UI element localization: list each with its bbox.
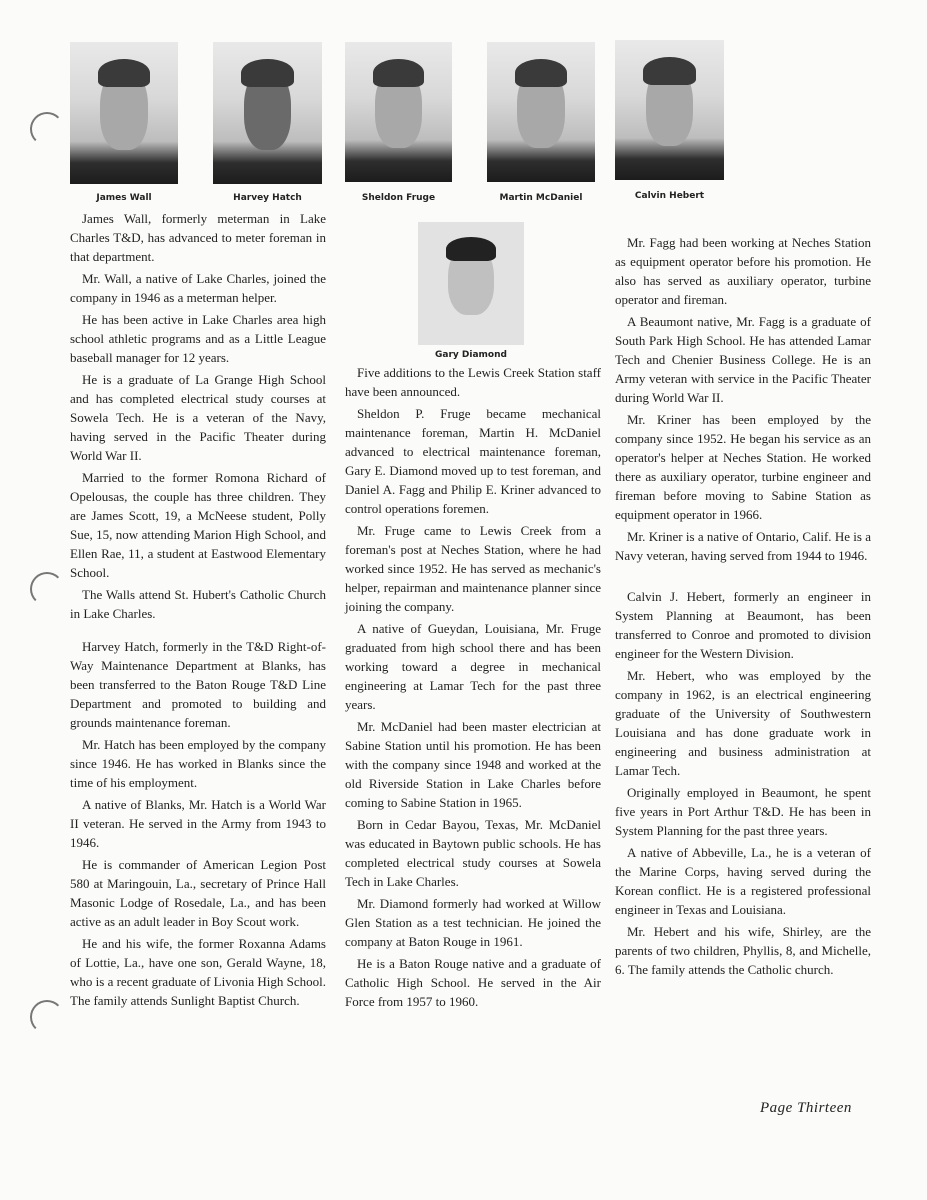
column-1	[70, 209, 326, 1013]
photo-sheldon-fruge	[345, 42, 452, 182]
paragraph: Mr. Hatch has been employed by the company since 1946. He has worked in Blanks since the time of his employment.	[70, 737, 326, 790]
paragraph: Mr. Diamond formerly had worked at Willow Glen Station as a test technician. He joined the company at Baton Rouge in 1961.	[345, 896, 601, 949]
binder-hole	[30, 1000, 64, 1034]
paragraph: Five additions to the Lewis Creek Station staff have been announced.	[345, 365, 601, 399]
photo-caption: Gary Diamond	[435, 350, 507, 360]
paragraph: Harvey Hatch, formerly in the T&D Right-of-Way Maintenance Department at Blanks, has been transferred to the Baton Rouge T&D Line Department and promoted to building and grounds maintenance foreman.	[70, 639, 326, 730]
paragraph: He has been active in Lake Charles area high school athletic programs and as a Little League baseball manager for 12 years.	[70, 312, 326, 365]
paragraph: A native of Gueydan, Louisiana, Mr. Fruge graduated from high school there and has been working toward a degree in mechanical engineering at Lamar Tech for the past three years.	[345, 621, 601, 712]
paragraph: Mr. Hebert, who was employed by the company in 1962, is an electrical engineering graduate of the University of Southwestern Louisiana and has done graduate work in engineering and business administration at Lamar Tech.	[615, 668, 871, 778]
paragraph: Married to the former Romona Richard of Opelousas, the couple has three children. They are James Scott, 19, a McNeese student, Polly Sue, 15, now attending Marion High School, and Ellen Rae, 11, a student at Eastwood Elementary School.	[70, 470, 326, 580]
paragraph: Originally employed in Beaumont, he spent five years in Port Arthur T&D. He has been in System Planning for the past three years.	[615, 785, 871, 838]
paragraph: Mr. Fagg had been working at Neches Station as equipment operator before his promotion. He also has served as auxiliary operator, turbine operator and fireman.	[615, 235, 871, 307]
photo-caption: James Wall	[96, 193, 152, 203]
paragraph: He is commander of American Legion Post 580 at Maringouin, La., secretary of Prince Hall Masonic Lodge of Rosedale, La., and has been active as an adult leader in Boy Scout work.	[70, 857, 326, 929]
page-number: Page Thirteen	[760, 1100, 852, 1116]
photo-caption: Sheldon Fruge	[361, 193, 436, 203]
paragraph: Mr. Wall, a native of Lake Charles, joined the company in 1946 as a meterman helper.	[70, 271, 326, 305]
paragraph: A native of Abbeville, La., he is a veteran of the Marine Corps, having served during the Korean conflict. He is a registered professional engineer in Texas and Louisiana.	[615, 845, 871, 917]
column-2	[345, 363, 601, 1014]
paragraph: He is a Baton Rouge native and a graduate of Catholic High School. He served in the Air Force from 1957 to 1960.	[345, 956, 601, 1009]
paragraph: Mr. Hebert and his wife, Shirley, are the parents of two children, Phyllis, 8, and Michelle, 6. The family attends the Catholic church.	[615, 924, 871, 977]
paragraph: Calvin J. Hebert, formerly an engineer in System Planning at Beaumont, has been transferred to Conroe and promoted to division engineer for the Western Division.	[615, 589, 871, 661]
paragraph: Mr. Kriner has been employed by the company since 1952. He began his service as an operator's helper at Neches Station. He worked there as auxiliary operator, turbine engineer and fireman before moving to Sabine Station as equipment operator in 1966.	[615, 412, 871, 522]
photo-caption: Harvey Hatch	[233, 193, 302, 203]
photo-gary-diamond	[418, 222, 524, 345]
paragraph: Sheldon P. Fruge became mechanical maintenance foreman, Martin H. McDaniel advanced to electrical maintenance foreman, Gary E. Diamond moved up to test foreman, and Daniel A. Fagg and Philip E. Kriner advanced to control operations foremen.	[345, 406, 601, 516]
binder-hole	[30, 112, 64, 146]
paragraph: Mr. McDaniel had been master electrician at Sabine Station until his promotion. He has been with the company since 1948 and worked at the old Riverside Station in Lake Charles before coming to Sabine Station in 1965.	[345, 719, 601, 810]
photo-martin-mcdaniel	[487, 42, 595, 182]
photo-james-wall	[70, 42, 178, 184]
paragraph: A Beaumont native, Mr. Fagg is a graduate of South Park High School. He has attended Lamar Tech and Chenier Business College. He is an Army veteran with service in the Pacific Theater during World War II.	[615, 314, 871, 405]
photo-caption: Calvin Hebert	[634, 191, 705, 201]
column-3	[615, 233, 871, 982]
paragraph: He and his wife, the former Roxanna Adams of Lottie, La., have one son, Gerald Wayne, 18, who is a recent graduate of Livonia High School. The family attends Sunlight Baptist Church.	[70, 936, 326, 1008]
photo-harvey-hatch	[213, 42, 322, 184]
paragraph: Mr. Fruge came to Lewis Creek from a foreman's post at Neches Station, where he had worked since 1952. He has served as mechanic's helper, repairman and maintenance planner since joining the company.	[345, 523, 601, 614]
paragraph: James Wall, formerly meterman in Lake Charles T&D, has advanced to meter foreman in that department.	[70, 211, 326, 264]
photo-calvin-hebert	[615, 40, 724, 180]
paragraph: He is a graduate of La Grange High School and has completed electrical study courses at Sowela Tech. He is a veteran of the Navy, having served in the Pacific Theater during World War II.	[70, 372, 326, 463]
paragraph: Born in Cedar Bayou, Texas, Mr. McDaniel was educated in Baytown public schools. He has completed electrical study courses at Sowela Tech in Lake Charles.	[345, 817, 601, 889]
paragraph: A native of Blanks, Mr. Hatch is a World War II veteran. He served in the Army from 1943 to 1946.	[70, 797, 326, 850]
paragraph: Mr. Kriner is a native of Ontario, Calif. He is a Navy veteran, having served from 1944 to 1946.	[615, 529, 871, 563]
paragraph: The Walls attend St. Hubert's Catholic Church in Lake Charles.	[70, 587, 326, 621]
binder-hole	[30, 572, 64, 606]
photo-caption: Martin McDaniel	[499, 193, 583, 203]
